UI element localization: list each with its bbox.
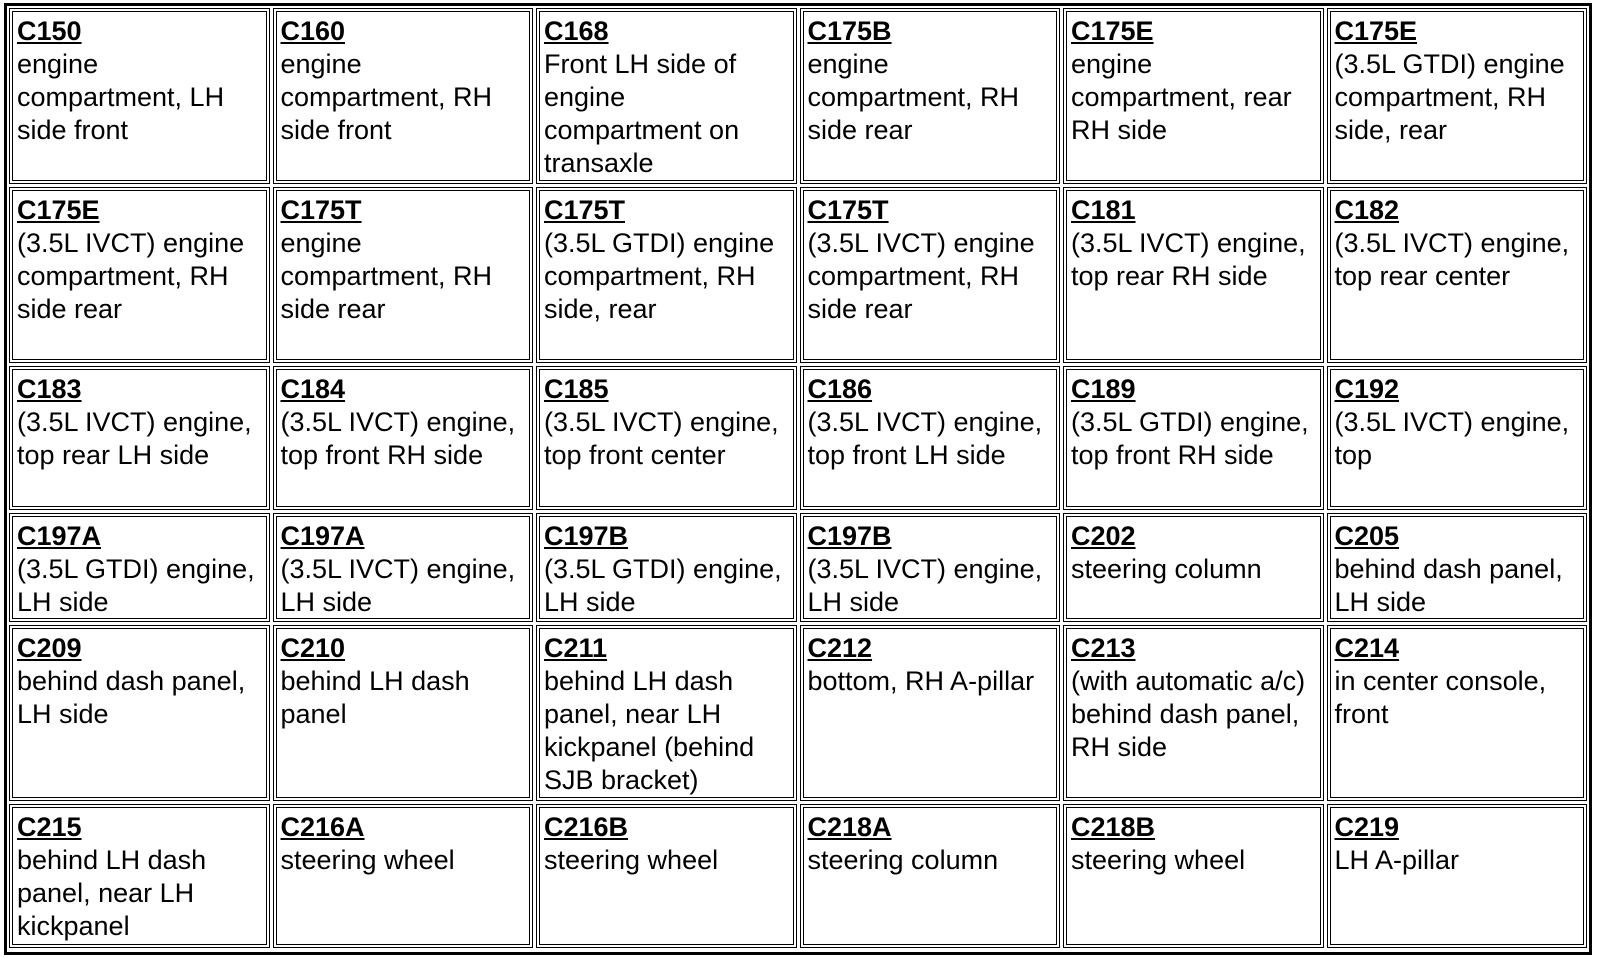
connector-location-table [4, 3, 1592, 955]
connector-location: behind dash panel, LH side [17, 666, 246, 729]
connector-location: (3.5L IVCT) engine, LH side [807, 554, 1043, 617]
connector-location: (3.5L GTDI) engine, top front RH side [1071, 407, 1309, 470]
connector-cell [1327, 513, 1588, 622]
connector-location: (3.5L IVCT) engine compartment, RH side rear [807, 228, 1035, 324]
connector-code: C175E [17, 195, 100, 225]
connector-location: (3.5L IVCT) engine, top front RH side [280, 407, 516, 470]
connector-code: C160 [280, 16, 346, 46]
connector-cell [800, 187, 1061, 363]
connector-location: LH A-pillar [1334, 845, 1460, 875]
connector-location: behind LH dash panel, near LH kickpanel [17, 845, 207, 941]
connector-location: (3.5L IVCT) engine, top rear RH side [1071, 228, 1306, 291]
connector-cell [536, 8, 797, 184]
connector-location: engine compartment, LH side front [17, 49, 225, 145]
connector-location: (3.5L IVCT) engine, top front center [544, 407, 779, 470]
connector-location: Front LH side of engine compartment on transaxle [544, 49, 740, 178]
connector-code: C186 [807, 374, 873, 404]
connector-location: behind LH dash panel, near LH kickpanel (behind SJB bracket) [544, 666, 755, 795]
connector-location: engine compartment, rear RH side [1071, 49, 1292, 145]
connector-location: (3.5L IVCT) engine, LH side [280, 554, 516, 617]
connector-location: (3.5L IVCT) engine, top front LH side [807, 407, 1043, 470]
connector-location: bottom, RH A-pillar [807, 666, 1035, 696]
connector-code: C202 [1071, 521, 1136, 551]
connector-code: C213 [1071, 633, 1136, 663]
connector-code: C175T [807, 195, 889, 225]
connector-location: behind LH dash panel [280, 666, 470, 729]
connector-cell [536, 804, 797, 948]
connector-code: C209 [17, 633, 82, 663]
connector-location: (with automatic a/c) behind dash panel, RH side [1071, 666, 1306, 762]
connector-grid [9, 8, 1587, 950]
connector-location: (3.5L IVCT) engine compartment, RH side rear [17, 228, 245, 324]
connector-code: C189 [1071, 374, 1136, 404]
connector-code: C168 [544, 16, 609, 46]
connector-code: C182 [1334, 195, 1400, 225]
connector-cell [1063, 8, 1324, 184]
connector-cell [273, 187, 534, 363]
connector-code: C216A [280, 812, 365, 842]
connector-location: steering wheel [280, 845, 455, 875]
connector-code: C218A [807, 812, 892, 842]
connector-code: C192 [1334, 374, 1400, 404]
connector-cell [273, 804, 534, 948]
connector-cell [536, 366, 797, 510]
connector-cell [9, 187, 270, 363]
connector-code: C197A [280, 521, 365, 551]
connector-code: C210 [280, 633, 346, 663]
connector-cell [273, 8, 534, 184]
connector-code: C175B [807, 16, 892, 46]
connector-code: C212 [807, 633, 873, 663]
connector-location: in center console, front [1334, 666, 1547, 729]
connector-code: C181 [1071, 195, 1136, 225]
connector-cell [1063, 366, 1324, 510]
connector-cell [9, 804, 270, 948]
connector-code: C175E [1334, 16, 1418, 46]
connector-cell [536, 187, 797, 363]
connector-cell [800, 8, 1061, 184]
connector-cell [800, 366, 1061, 510]
connector-code: C150 [17, 16, 82, 46]
connector-code: C211 [544, 633, 608, 663]
connector-cell [800, 804, 1061, 948]
connector-cell [1327, 804, 1588, 948]
connector-cell [273, 366, 534, 510]
connector-cell [536, 625, 797, 801]
connector-cell [1063, 187, 1324, 363]
connector-code: C205 [1334, 521, 1400, 551]
connector-location: steering wheel [1071, 845, 1246, 875]
connector-code: C219 [1334, 812, 1400, 842]
connector-code: C175E [1071, 16, 1154, 46]
connector-cell [1063, 625, 1324, 801]
connector-cell [9, 513, 270, 622]
connector-code: C216B [544, 812, 629, 842]
connector-cell [1327, 8, 1588, 184]
connector-code: C197B [544, 521, 629, 551]
connector-location: engine compartment, RH side rear [280, 228, 493, 324]
connector-code: C183 [17, 374, 82, 404]
connector-code: C175T [544, 195, 626, 225]
connector-code: C218B [1071, 812, 1156, 842]
connector-cell [1327, 625, 1588, 801]
connector-cell [9, 8, 270, 184]
connector-location: (3.5L IVCT) engine, top rear LH side [17, 407, 252, 470]
connector-cell [800, 625, 1061, 801]
connector-location: (3.5L GTDI) engine, LH side [17, 554, 255, 617]
connector-cell [1327, 366, 1588, 510]
connector-cell [9, 625, 270, 801]
connector-cell [536, 513, 797, 622]
connector-location: steering wheel [544, 845, 719, 875]
connector-location: (3.5L GTDI) engine, LH side [544, 554, 782, 617]
connector-cell [1327, 187, 1588, 363]
connector-location: (3.5L GTDI) engine compartment, RH side, rear [1334, 49, 1565, 145]
connector-code: C184 [280, 374, 346, 404]
connector-location: steering column [807, 845, 999, 875]
connector-location: steering column [1071, 554, 1262, 584]
connector-cell [1063, 513, 1324, 622]
connector-location: engine compartment, RH side front [280, 49, 493, 145]
connector-code: C197A [17, 521, 102, 551]
connector-code: C215 [17, 812, 82, 842]
connector-code: C185 [544, 374, 609, 404]
connector-cell [273, 625, 534, 801]
connector-location: (3.5L IVCT) engine, top [1334, 407, 1570, 470]
connector-code: C197B [807, 521, 892, 551]
connector-cell [800, 513, 1061, 622]
connector-location: (3.5L IVCT) engine, top rear center [1334, 228, 1570, 291]
connector-cell [273, 513, 534, 622]
connector-cell [9, 366, 270, 510]
connector-location: (3.5L GTDI) engine compartment, RH side, rear [544, 228, 775, 324]
connector-code: C175T [280, 195, 362, 225]
connector-location: engine compartment, RH side rear [807, 49, 1020, 145]
connector-location: behind dash panel, LH side [1334, 554, 1563, 617]
connector-cell [1063, 804, 1324, 948]
connector-code: C214 [1334, 633, 1400, 663]
